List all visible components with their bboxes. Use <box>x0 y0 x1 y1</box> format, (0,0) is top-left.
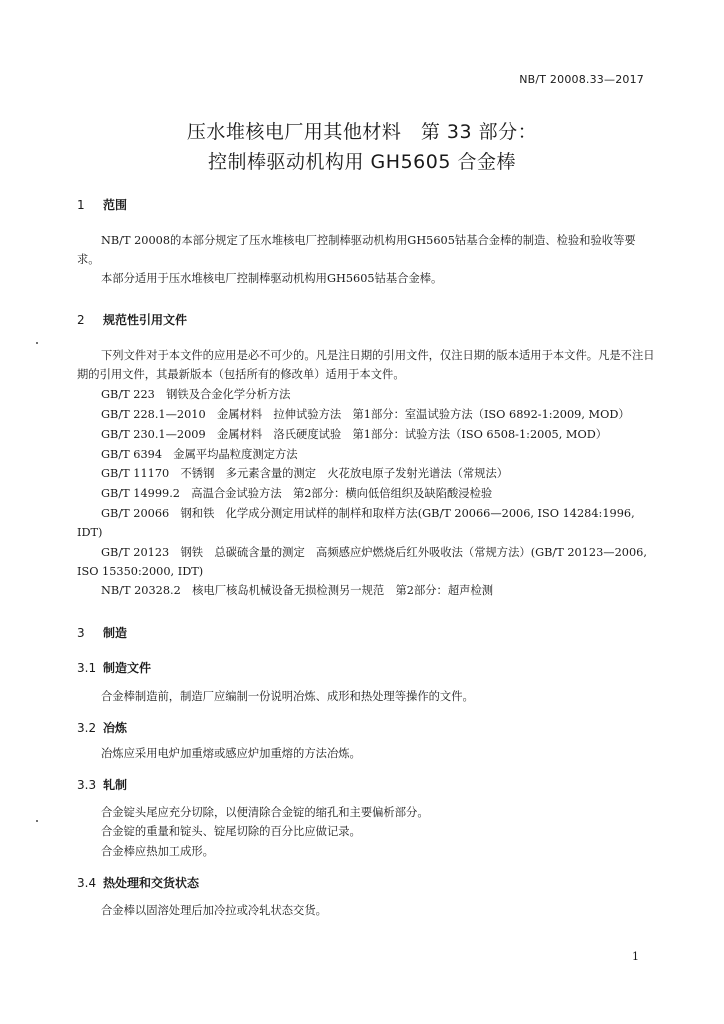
scope-paragraph-2: 本部分适用于压水堆核电厂控制棒驱动机构用GH5605钴基合金棒。 <box>101 272 443 285</box>
subsection-title: 制造文件 <box>103 661 152 675</box>
section-number: 1 <box>77 198 85 212</box>
subsection-3-2-heading <box>77 719 127 736</box>
section-3-heading <box>77 624 127 641</box>
subsection-3-4-heading <box>77 874 199 891</box>
subsection-3-3-line: 合金锭的重量和锭头、锭尾切除的百分比应做记录。 <box>101 825 361 838</box>
section-number: 3 <box>77 626 85 640</box>
reference-item: GB/T 20123 钢铁 总碳硫含量的测定 高频感应炉燃烧后红外吸收法（常规方法）(GB/T 20123—2006, ISO 15350:2000, IDT) <box>77 546 647 578</box>
reference-item: GB/T 14999.2 高温合金试验方法 第2部分：横向低倍组织及缺陷酸浸检验 <box>101 487 493 500</box>
subsection-3-3-line: 合金锭头尾应充分切除，以便清除合金锭的缩孔和主要偏析部分。 <box>101 806 429 819</box>
section-number: 2 <box>77 313 85 327</box>
section-2-heading <box>77 311 187 328</box>
reference-item: NB/T 20328.2 核电厂核岛机械设备无损检测另一规范 第2部分：超声检测 <box>101 584 494 597</box>
subsection-number: 3.3 <box>77 778 97 792</box>
scan-speck <box>36 820 38 822</box>
subsection-number: 3.4 <box>77 876 97 890</box>
subsection-3-3-heading <box>77 776 127 793</box>
section-title: 范围 <box>103 198 128 212</box>
title-line-2: 控制棒驱动机构用 GH5605 合金棒 <box>208 151 516 173</box>
subsection-3-3-line: 合金棒应热加工成形。 <box>101 845 214 858</box>
subsection-3-4-text: 合金棒以固溶处理后加冷拉或冷轧状态交货。 <box>101 904 327 917</box>
subsection-number: 3.2 <box>77 721 97 735</box>
section-title: 制造 <box>103 626 128 640</box>
subsection-3-2-text: 冶炼应采用电炉加重熔或感应炉加重熔的方法冶炼。 <box>101 747 361 760</box>
subsection-number: 3.1 <box>77 661 97 675</box>
subsection-3-1-heading <box>77 659 151 676</box>
subsection-3-1-text: 合金棒制造前，制造厂应编制一份说明冶炼、成形和热处理等操作的文件。 <box>101 690 474 703</box>
section-1-heading <box>77 196 127 213</box>
section-title: 规范性引用文件 <box>103 313 188 327</box>
scan-speck <box>36 342 38 344</box>
reference-item: GB/T 11170 不锈钢 多元素含量的测定 火花放电原子发射光谱法（常规法） <box>101 467 509 480</box>
page-number: 1 <box>632 950 639 963</box>
subsection-title: 轧制 <box>103 778 128 792</box>
standard-code: NB/T 20008.33—2017 <box>519 73 644 86</box>
reference-item: GB/T 230.1—2009 金属材料 洛氏硬度试验 第1部分：试验方法（ISO 6508-1:2005, MOD） <box>101 428 608 441</box>
reference-item: GB/T 20066 钢和铁 化学成分测定用试样的制样和取样方法(GB/T 20066—2006, ISO 14284:1996, IDT) <box>77 507 635 539</box>
reference-item: GB/T 6394 金属平均晶粒度测定方法 <box>101 448 298 461</box>
subsection-title: 热处理和交货状态 <box>103 876 200 890</box>
subsection-title: 冶炼 <box>103 721 128 735</box>
reference-item: GB/T 228.1—2010 金属材料 拉伸试验方法 第1部分：室温试验方法（ISO 6892-1:2009, MOD） <box>101 408 630 421</box>
normative-intro: 下列文件对于本文件的应用是必不可少的。凡是注日期的引用文件，仅注日期的版本适用于本文件。凡是不注日期的引用文件，其最新版本（包括所有的修改单）适用于本文件。 <box>77 349 655 381</box>
title-line-1: 压水堆核电厂用其他材料 第 33 部分： <box>186 121 538 143</box>
reference-item: GB/T 223 钢铁及合金化学分析方法 <box>101 388 291 401</box>
scope-paragraph-1: NB/T 20008的本部分规定了压水堆核电厂控制棒驱动机构用GH5605钴基合金棒的制造、检验和验收等要求。 <box>77 234 636 266</box>
